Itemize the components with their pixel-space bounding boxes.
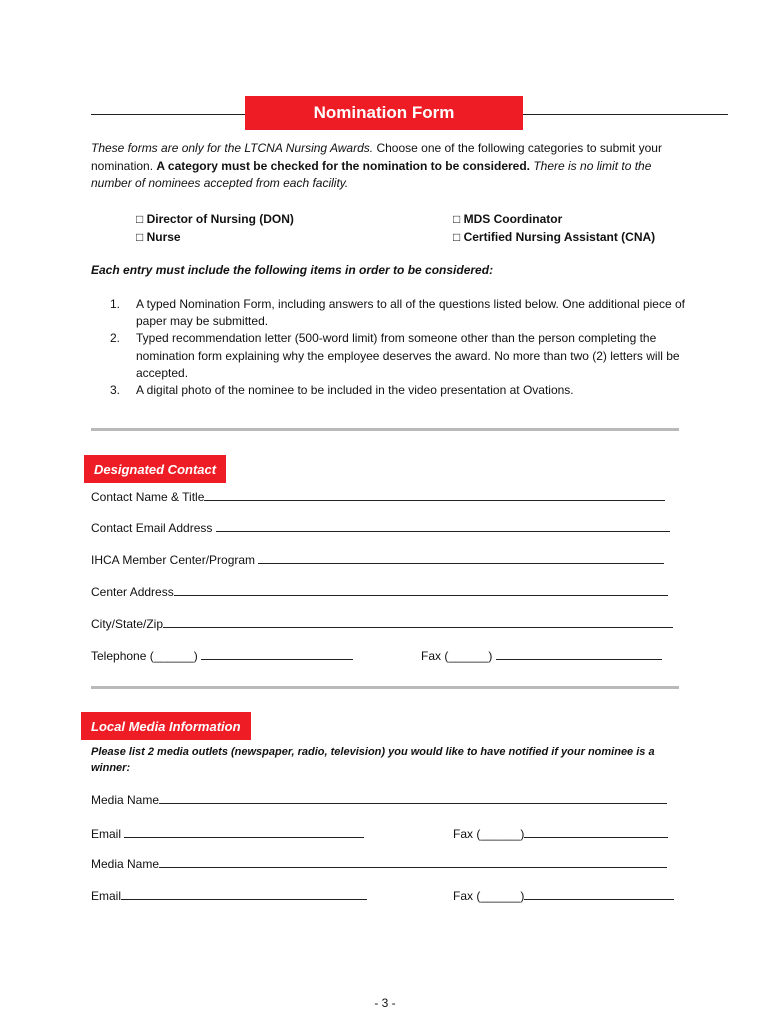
- intro-bold: A category must be checked for the nomination to be considered.: [156, 158, 530, 173]
- list-item-text: A typed Nomination Form, including answers to all of the questions listed below. One additional piece of paper may be submitted.: [136, 297, 685, 329]
- media-name-1-label: Media Name: [91, 793, 160, 807]
- list-item: [110, 382, 690, 399]
- member-center-line[interactable]: [258, 551, 664, 564]
- intro-italic-end: There is no limit to the number of nominees accepted from each facility.: [91, 158, 652, 190]
- media-name-1-field[interactable]: [91, 791, 667, 807]
- designated-contact-heading-text: Designated Contact: [94, 461, 217, 477]
- title-rule-right: [523, 114, 728, 115]
- media-name-2-line[interactable]: [159, 855, 667, 868]
- telephone-label: Telephone (______): [91, 649, 202, 663]
- media-fax-2-label: Fax (______): [453, 889, 525, 903]
- contact-email-label: Contact Email Address: [91, 521, 216, 535]
- category-nurse[interactable]: □ Nurse: [136, 230, 181, 244]
- list-item-text: Typed recommendation letter (500-word limit) from someone other than the person completing the nomination form explaining why the employee deserves the award. No more than two (2) letters will be accepted.: [136, 331, 680, 380]
- media-fax-1-line[interactable]: [524, 825, 668, 838]
- media-email-2-label: Email: [91, 889, 122, 903]
- center-address-label: Center Address: [91, 585, 174, 599]
- category-mds[interactable]: □ MDS Coordinator: [453, 212, 563, 226]
- fax-line[interactable]: [496, 647, 662, 660]
- media-email-2-field[interactable]: [91, 887, 367, 903]
- list-item-number: 2.: [110, 331, 121, 346]
- media-email-2-line[interactable]: [121, 887, 367, 900]
- list-item-number: 1.: [110, 297, 121, 311]
- page-number: - 3 -: [374, 996, 396, 1010]
- contact-email-line[interactable]: [216, 519, 670, 532]
- local-media-heading: [81, 712, 251, 740]
- member-center-field[interactable]: [91, 551, 664, 567]
- media-instruction: Please list 2 media outlets (newspaper, radio, television) you would like to have notified if your nominee is a winner:: [91, 746, 655, 774]
- media-name-2-label: Media Name: [91, 857, 160, 871]
- page-title: [245, 96, 523, 130]
- city-state-zip-line[interactable]: [163, 615, 673, 628]
- media-fax-2-field[interactable]: [453, 887, 674, 903]
- list-item: [110, 330, 690, 382]
- list-item-text: A digital photo of the nominee to be included in the video presentation at Ovations.: [136, 383, 574, 398]
- contact-email-field[interactable]: [91, 519, 670, 535]
- city-state-zip-field[interactable]: [91, 615, 673, 631]
- media-email-1-line[interactable]: [124, 825, 364, 838]
- media-fax-2-line[interactable]: [524, 887, 674, 900]
- contact-name-line[interactable]: [204, 488, 665, 501]
- fax-field[interactable]: [421, 647, 662, 663]
- requirements-list: [110, 296, 690, 399]
- contact-name-field[interactable]: [91, 488, 665, 504]
- category-don[interactable]: □ Director of Nursing (DON): [136, 212, 294, 226]
- media-name-1-line[interactable]: [159, 791, 667, 804]
- telephone-field[interactable]: [91, 647, 353, 663]
- media-email-1-field[interactable]: [91, 825, 364, 841]
- intro-paragraph: [91, 140, 691, 193]
- local-media-heading-text: Local Media Information: [91, 718, 241, 734]
- list-item: [110, 296, 690, 330]
- intro-italic: These forms are only for the LTCNA Nursing Awards.: [91, 141, 374, 155]
- telephone-line[interactable]: [201, 647, 353, 660]
- page-title-text: Nomination Form: [313, 103, 455, 122]
- media-fax-1-label: Fax (______): [453, 827, 525, 841]
- center-address-field[interactable]: [91, 583, 668, 599]
- category-cna[interactable]: □ Certified Nursing Assistant (CNA): [453, 230, 656, 244]
- media-name-2-field[interactable]: [91, 855, 667, 871]
- contact-name-label: Contact Name & Title: [91, 490, 205, 504]
- center-address-line[interactable]: [174, 583, 668, 596]
- fax-label: Fax (______): [421, 649, 496, 663]
- member-center-label: IHCA Member Center/Program: [91, 553, 259, 567]
- title-rule-left: [91, 114, 245, 115]
- media-email-1-label: Email: [91, 827, 125, 841]
- list-item-number: 3.: [110, 383, 121, 398]
- section-divider: [91, 428, 679, 431]
- media-fax-1-field[interactable]: [453, 825, 668, 841]
- section-divider: [91, 686, 679, 689]
- requirements-heading: Each entry must include the following items in order to be considered:: [91, 263, 494, 277]
- city-state-zip-label: City/State/Zip: [91, 617, 164, 631]
- intro-normal: Choose one of the following categories to submit your nomination.: [91, 141, 662, 173]
- designated-contact-heading: [84, 455, 226, 483]
